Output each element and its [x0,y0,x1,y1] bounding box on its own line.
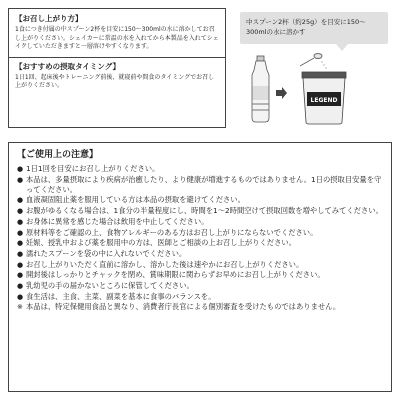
timing-text: 1日1回、起床後やトレーニング前後、就寝前や間食のタイミングでお召し上がりください。 [15,73,215,90]
caution-list [17,164,383,312]
arrow-right-icon [276,87,287,99]
caution-item: ● 1日1回を目安にお召し上がりください。 [17,164,160,173]
spoon-callout: 中スプーン2杯（約25g）を目安に150〜300mlの水に溶かす [240,12,388,44]
caution-item: ● お身体に異常を感じた場合は飲用を中止してください。 [17,216,209,226]
caution-item: ● 食生活は、主食、主菜、副菜を基本に食事のバランスを。 [17,291,216,301]
bullet: ● [17,165,24,173]
caution-item: ● 乳幼児の手の届かないところに保管してください。 [17,280,194,290]
shaker-label: LEGEND [310,97,338,104]
caution-item: ● お召し上がりいただく直前に溶かし、溶かした後は速やかにお召し上がりください。 [17,259,304,269]
how-to-title: 【お召し上がり方】 [15,14,83,23]
bullet: ● [17,217,24,226]
bullet: ● [17,196,24,205]
bullet: ● [17,292,24,301]
how-to-divider [9,57,225,58]
caution-item: ● 妊娠、授乳中および薬を服用中の方は、医師とご相談の上お召し上がりください。 [17,238,296,248]
caution-item: ● 本品は、多量摂取により疾病が治癒したり、より健康が増進するものではありません。1日の摂取目安量を守ってください。 [17,174,382,194]
caution-item: ● 原材料等をご確認の上、食物アレルギーのある方はお召し上がりにならないでください。 [17,227,318,237]
bottle-shaker-drawing [236,8,392,128]
caution-item: ※ 本品は、特定保健用食品と異なり、消費者庁長官による個別審査を受けたものではありません。 [17,302,341,312]
caution-title: 【ご使用上の注意】 [17,150,99,160]
bullet: ● [17,228,24,237]
caution-item: ● 濡れたスプーンを袋の中に入れないでください。 [17,248,187,258]
how-to-text: 1食につき付属の中スプーン2杯を目安に150〜300mlの水に溶かしてお召し上がりください。シェイカーに常温の水を入れてから本製品を入れてシェイクしていただきますと一層溶けやすくなります。 [15,26,219,51]
bullet: ● [17,260,24,269]
bullet: ● [17,239,24,248]
bullet: ● [17,249,24,258]
bullet: ● [17,281,24,290]
spoon-icon [300,54,327,69]
bullet: ● [17,207,24,216]
bullet: ● [17,175,24,184]
caution-box [8,142,392,392]
caution-item: ● 血液凝固阻止薬を服用している方は本品の摂取を避けてください。 [17,195,245,205]
usage-illustration [236,8,392,128]
caution-item: ● お腹がゆるくなる場合は、1食分の半量程度にし、時間を1〜2時間空けて摂取回数を増やしてみてください。 [17,206,383,216]
timing-title: 【おすすめの摂取タイミング】 [15,61,120,71]
how-to-box [8,8,226,128]
note-mark: ※ [17,303,23,312]
bullet: ● [17,271,24,280]
water-bottle-icon [252,56,269,122]
caution-item: ● 開封後はしっかりとチャックを閉め、賞味期限に関わらずお早めにお召し上がりください。 [17,270,325,280]
